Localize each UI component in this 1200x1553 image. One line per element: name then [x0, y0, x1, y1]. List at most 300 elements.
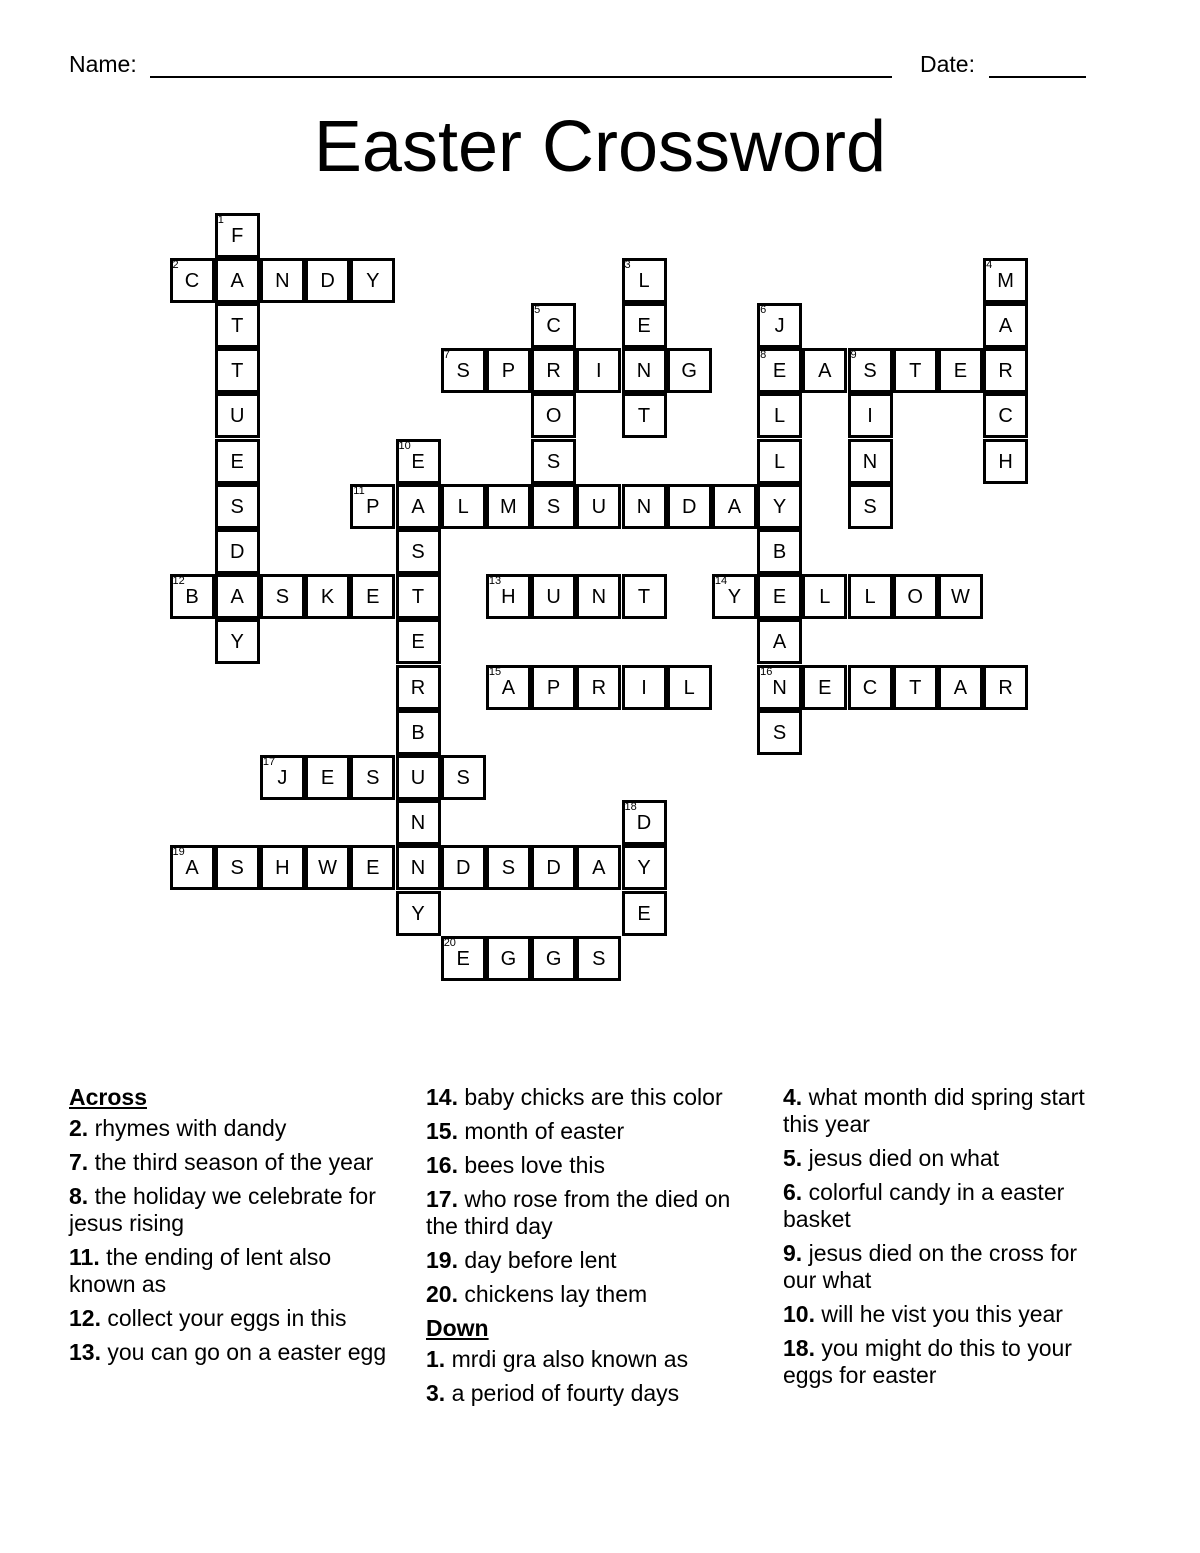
- cell-letter: J: [774, 314, 785, 337]
- clue-number: 2: [172, 258, 179, 271]
- cell-letter: R: [998, 360, 1013, 383]
- across-clue: [69, 1183, 399, 1237]
- cell-letter: S: [546, 495, 561, 518]
- clue-text: day before lent: [464, 1247, 617, 1273]
- cell-letter: N: [636, 360, 652, 383]
- across-clue: [426, 1118, 746, 1145]
- clue-num: 13.: [69, 1339, 101, 1365]
- crossword-cell[interactable]: [396, 619, 441, 664]
- cell-letter: R: [410, 676, 426, 699]
- cell-letter: Y: [366, 269, 380, 292]
- crossword-cell[interactable]: [396, 845, 441, 890]
- crossword-cell[interactable]: [215, 393, 260, 438]
- crossword-cell[interactable]: [848, 484, 893, 529]
- down-clue: [783, 1179, 1103, 1233]
- crossword-cell[interactable]: [667, 348, 712, 393]
- crossword-cell[interactable]: [396, 710, 441, 755]
- crossword-cell[interactable]: [667, 665, 712, 710]
- cell-letter: H: [275, 857, 290, 880]
- clue-text: colorful candy in a easter basket: [783, 1179, 1065, 1232]
- crossword-cell[interactable]: [486, 936, 531, 981]
- crossword-cell[interactable]: [757, 393, 802, 438]
- clue-num: 12.: [69, 1305, 101, 1331]
- across-clue: [69, 1115, 399, 1142]
- clue-text: the ending of lent also known as: [69, 1244, 332, 1297]
- cell-letter: O: [907, 586, 923, 609]
- cell-letter: A: [953, 676, 968, 699]
- crossword-cell[interactable]: [893, 665, 938, 710]
- clue-text: who rose from the died on the third day: [426, 1186, 731, 1239]
- clue-text: will he vist you this year: [821, 1301, 1063, 1327]
- crossword-cell[interactable]: [802, 348, 847, 393]
- cell-letter: S: [411, 540, 425, 563]
- crossword-cell[interactable]: [215, 213, 260, 258]
- clue-number: 11: [353, 484, 365, 497]
- crossword-cell[interactable]: [441, 845, 486, 890]
- crossword-cell[interactable]: [441, 348, 486, 393]
- cell-letter: A: [230, 269, 244, 292]
- clue-num: 19.: [426, 1247, 458, 1273]
- cell-letter: S: [275, 586, 290, 609]
- cell-letter: E: [772, 360, 787, 383]
- clue-number: 15: [488, 665, 502, 678]
- date-label: Date:: [920, 51, 975, 77]
- cell-letter: U: [229, 405, 245, 428]
- cell-letter: U: [546, 586, 561, 609]
- cell-letter: T: [909, 676, 922, 699]
- cell-letter: C: [862, 676, 878, 699]
- crossword-cell[interactable]: [215, 439, 260, 484]
- cell-letter: D: [320, 269, 335, 292]
- cell-letter: H: [501, 586, 516, 609]
- cell-letter: S: [501, 857, 516, 880]
- clue-text: month of easter: [464, 1118, 625, 1144]
- clue-text: collect your eggs in this: [107, 1305, 347, 1331]
- cell-letter: G: [500, 947, 517, 970]
- cell-letter: N: [410, 812, 426, 835]
- crossword-cell[interactable]: [396, 755, 441, 800]
- down-clue: [426, 1346, 746, 1373]
- crossword-cell[interactable]: [938, 665, 983, 710]
- crossword-cell[interactable]: [531, 303, 576, 348]
- cell-letter: E: [366, 586, 380, 609]
- cell-letter: D: [455, 857, 471, 880]
- cell-letter: B: [411, 721, 425, 744]
- page-title: Easter Crossword: [313, 107, 887, 187]
- crossword-cell[interactable]: [622, 303, 667, 348]
- crossword-cell[interactable]: [260, 574, 305, 619]
- clue-text: chickens lay them: [464, 1281, 648, 1307]
- cell-letter: A: [998, 314, 1013, 337]
- crossword-cell[interactable]: [622, 574, 667, 619]
- cell-letter: P: [501, 360, 516, 383]
- across-clue: [69, 1339, 399, 1366]
- cell-letter: A: [185, 857, 199, 880]
- crossword-cell[interactable]: [622, 393, 667, 438]
- crossword-cell[interactable]: [576, 845, 621, 890]
- clue-num: 20.: [426, 1281, 458, 1307]
- crossword-cell[interactable]: [486, 665, 531, 710]
- cell-letter: B: [772, 540, 787, 563]
- cell-letter: A: [501, 676, 516, 699]
- clue-text: mrdi gra also known as: [451, 1346, 689, 1372]
- cell-letter: U: [410, 766, 426, 789]
- cell-letter: L: [638, 269, 650, 292]
- crossword-cell[interactable]: [983, 439, 1028, 484]
- crossword-cell[interactable]: [576, 936, 621, 981]
- cell-letter: L: [774, 405, 786, 428]
- cell-letter: H: [998, 450, 1013, 473]
- cell-letter: E: [411, 631, 425, 654]
- crossword-cell[interactable]: [983, 303, 1028, 348]
- crossword-cell[interactable]: [893, 574, 938, 619]
- cell-letter: N: [275, 269, 290, 292]
- cell-letter: A: [772, 631, 787, 654]
- cell-letter: D: [681, 495, 697, 518]
- cell-letter: K: [320, 586, 335, 609]
- down-clue: [783, 1301, 1103, 1328]
- crossword-cell[interactable]: [531, 439, 576, 484]
- cell-letter: I: [641, 676, 647, 699]
- clue-number: 19: [172, 846, 185, 859]
- across-clue: [69, 1244, 399, 1298]
- crossword-cell[interactable]: [983, 665, 1028, 710]
- crossword-cell[interactable]: [215, 574, 260, 619]
- clue-column-3: [783, 1084, 1103, 1396]
- crossword-cell[interactable]: [215, 484, 260, 529]
- cell-letter: T: [637, 586, 651, 609]
- cell-letter: N: [636, 495, 652, 518]
- cell-letter: Y: [637, 857, 651, 880]
- crossword-cell[interactable]: [350, 845, 395, 890]
- clue-num: 16.: [426, 1152, 458, 1178]
- clue-num: 11.: [69, 1244, 100, 1270]
- cell-letter: T: [231, 360, 244, 383]
- cell-letter: U: [591, 495, 607, 518]
- crossword-cell[interactable]: [215, 303, 260, 348]
- clue-num: 1.: [426, 1346, 446, 1372]
- clue-text: bees love this: [464, 1152, 606, 1178]
- cell-letter: Y: [727, 586, 742, 609]
- cell-letter: S: [772, 721, 787, 744]
- cell-letter: N: [862, 450, 878, 473]
- cell-letter: L: [457, 495, 469, 518]
- crossword-cell[interactable]: [622, 484, 667, 529]
- across-clue: [426, 1186, 746, 1240]
- clue-num: 8.: [69, 1183, 89, 1209]
- cell-letter: E: [366, 857, 380, 880]
- cell-letter: A: [818, 360, 832, 383]
- crossword-cell[interactable]: [396, 529, 441, 574]
- clue-number: 9: [850, 349, 857, 362]
- crossword-cell[interactable]: [757, 484, 802, 529]
- crossword-cell[interactable]: [260, 845, 305, 890]
- cell-letter: O: [545, 405, 562, 428]
- crossword-cell[interactable]: [396, 439, 441, 484]
- cell-letter: M: [500, 495, 517, 518]
- crossword-cell[interactable]: [531, 574, 576, 619]
- cell-letter: E: [772, 586, 787, 609]
- cell-letter: W: [318, 857, 338, 880]
- cell-letter: M: [997, 269, 1014, 292]
- crossword-cell[interactable]: [215, 258, 260, 303]
- cell-letter: T: [909, 360, 922, 383]
- crossword-cell[interactable]: [848, 439, 893, 484]
- clue-number: 4: [986, 258, 993, 271]
- cell-letter: P: [366, 495, 380, 518]
- cell-letter: B: [185, 586, 199, 609]
- crossword-cell[interactable]: [486, 484, 531, 529]
- across-clue: [426, 1152, 746, 1179]
- crossword-cell[interactable]: [712, 574, 757, 619]
- cell-letter: D: [546, 857, 561, 880]
- clue-num: 5.: [783, 1145, 803, 1171]
- clue-num: 3.: [426, 1380, 446, 1406]
- crossword-cell[interactable]: [396, 574, 441, 619]
- cell-letter: N: [772, 676, 787, 699]
- crossword-cell[interactable]: [622, 348, 667, 393]
- clue-num: 2.: [69, 1115, 89, 1141]
- cell-letter: R: [546, 360, 561, 383]
- cell-letter: Y: [411, 902, 425, 925]
- clue-text: you might do this to your eggs for easter: [783, 1335, 1072, 1388]
- cell-letter: A: [411, 495, 425, 518]
- cell-letter: T: [231, 314, 244, 337]
- crossword-cell[interactable]: [757, 303, 802, 348]
- crossword-cell[interactable]: [260, 258, 305, 303]
- crossword-cell[interactable]: [893, 348, 938, 393]
- crossword-cell[interactable]: [576, 574, 621, 619]
- down-clue: [783, 1240, 1103, 1294]
- crossword-cell[interactable]: [757, 619, 802, 664]
- crossword-cell[interactable]: [531, 484, 576, 529]
- cell-letter: L: [683, 676, 695, 699]
- crossword-cell[interactable]: [305, 755, 350, 800]
- crossword-cell[interactable]: [848, 393, 893, 438]
- clue-number: 18: [624, 801, 637, 814]
- across-clue: [69, 1149, 399, 1176]
- clue-column-1: [69, 1084, 399, 1373]
- clue-text: a period of fourty days: [451, 1380, 680, 1406]
- crossword-cell[interactable]: [712, 484, 757, 529]
- crossword-cell[interactable]: [622, 800, 667, 845]
- cell-letter: L: [819, 586, 831, 609]
- crossword-cell[interactable]: [531, 936, 576, 981]
- crossword-cell[interactable]: [441, 936, 486, 981]
- crossword-cell[interactable]: [170, 258, 215, 303]
- cell-letter: S: [863, 360, 877, 383]
- crossword-cell[interactable]: [576, 484, 621, 529]
- cell-letter: S: [366, 766, 380, 789]
- crossword-cell[interactable]: [486, 574, 531, 619]
- crossword-cell[interactable]: [757, 439, 802, 484]
- clue-num: 15.: [426, 1118, 458, 1144]
- crossword-cell[interactable]: [396, 891, 441, 936]
- crossword-cell[interactable]: [938, 348, 983, 393]
- clue-text: the holiday we celebrate for jesus rising: [69, 1183, 376, 1236]
- cell-letter: I: [867, 405, 873, 428]
- down-clue: [783, 1145, 1103, 1172]
- crossword-cell[interactable]: [757, 529, 802, 574]
- cell-letter: D: [636, 812, 652, 835]
- crossword-cell[interactable]: [260, 755, 305, 800]
- clue-num: 9.: [783, 1240, 803, 1266]
- crossword-cell[interactable]: [576, 348, 621, 393]
- clue-num: 4.: [783, 1084, 803, 1110]
- crossword-cell[interactable]: [983, 393, 1028, 438]
- across-clue: [69, 1305, 399, 1332]
- crossword-cell[interactable]: [396, 665, 441, 710]
- crossword-cell[interactable]: [667, 484, 712, 529]
- crossword-cell[interactable]: [622, 891, 667, 936]
- cell-letter: A: [727, 495, 742, 518]
- crossword-cell[interactable]: [848, 665, 893, 710]
- cell-letter: E: [320, 766, 335, 789]
- clue-number: 16: [760, 665, 773, 678]
- cell-letter: E: [230, 450, 244, 473]
- crossword-cell[interactable]: [350, 484, 395, 529]
- cell-letter: G: [545, 947, 562, 970]
- name-label: Name:: [69, 51, 137, 77]
- cell-letter: L: [864, 586, 876, 609]
- crossword-cell[interactable]: [983, 258, 1028, 303]
- crossword-cell[interactable]: [531, 393, 576, 438]
- down-heading: Down: [426, 1315, 489, 1341]
- clue-number: 6: [760, 303, 767, 316]
- clue-text: rhymes with dandy: [94, 1115, 287, 1141]
- cell-letter: E: [411, 450, 425, 473]
- cell-letter: E: [456, 947, 470, 970]
- clue-number: 20: [443, 936, 456, 949]
- crossword-cell[interactable]: [350, 755, 395, 800]
- crossword-cell[interactable]: [802, 574, 847, 619]
- cell-letter: R: [998, 676, 1013, 699]
- crossword-cell[interactable]: [622, 665, 667, 710]
- clue-number: 14: [714, 575, 728, 588]
- down-clue: [426, 1380, 746, 1407]
- cell-letter: F: [231, 224, 244, 247]
- across-clue: [426, 1281, 746, 1308]
- cell-letter: S: [592, 947, 606, 970]
- crossword-cell[interactable]: [757, 665, 802, 710]
- crossword-cell[interactable]: [215, 845, 260, 890]
- clue-number: 12: [172, 575, 185, 588]
- cell-letter: C: [998, 405, 1013, 428]
- cell-letter: Y: [230, 631, 244, 654]
- clue-text: what month did spring start this year: [783, 1084, 1085, 1137]
- crossword-cell[interactable]: [848, 574, 893, 619]
- crossword-cell[interactable]: [170, 845, 215, 890]
- cell-letter: N: [591, 586, 607, 609]
- clue-number: 17: [262, 755, 276, 768]
- crossword-cell[interactable]: [848, 348, 893, 393]
- clue-text: you can go on a easter egg: [107, 1339, 387, 1365]
- clue-num: 10.: [783, 1301, 815, 1327]
- clue-number: 1: [217, 213, 224, 226]
- cell-letter: I: [596, 360, 602, 383]
- crossword-cell[interactable]: [622, 845, 667, 890]
- clue-number: 10: [398, 439, 411, 452]
- crossword-cell[interactable]: [350, 574, 395, 619]
- crossword-cell[interactable]: [757, 574, 802, 619]
- crossword-cell[interactable]: [531, 665, 576, 710]
- crossword-cell[interactable]: [622, 258, 667, 303]
- cell-letter: Y: [772, 495, 787, 518]
- crossword-cell[interactable]: [215, 529, 260, 574]
- clue-number: 8: [760, 349, 767, 362]
- crossword-cell[interactable]: [486, 348, 531, 393]
- crossword-cell[interactable]: [576, 665, 621, 710]
- cell-letter: E: [637, 902, 651, 925]
- cell-letter: W: [950, 586, 970, 609]
- cell-letter: E: [818, 676, 832, 699]
- cell-letter: L: [774, 450, 786, 473]
- crossword-cell[interactable]: [396, 800, 441, 845]
- clue-number: 7: [443, 349, 450, 362]
- crossword-cell[interactable]: [938, 574, 983, 619]
- crossword-cell[interactable]: [486, 845, 531, 890]
- crossword-cell[interactable]: [802, 665, 847, 710]
- crossword-cell[interactable]: [441, 755, 486, 800]
- clue-num: 14.: [426, 1084, 458, 1110]
- clue-num: 6.: [783, 1179, 803, 1205]
- cell-letter: C: [546, 314, 561, 337]
- crossword-cell[interactable]: [757, 710, 802, 755]
- cell-letter: S: [456, 360, 470, 383]
- clue-num: 18.: [783, 1335, 815, 1361]
- crossword-cell[interactable]: [305, 845, 350, 890]
- clue-number: 3: [624, 258, 631, 271]
- clue-num: 7.: [69, 1149, 89, 1175]
- crossword-cell[interactable]: [170, 574, 215, 619]
- across-clue: [426, 1084, 746, 1111]
- crossword-cell[interactable]: [396, 484, 441, 529]
- crossword-cell[interactable]: [531, 845, 576, 890]
- cell-letter: C: [184, 269, 200, 292]
- cell-letter: S: [546, 450, 561, 473]
- crossword-cell[interactable]: [215, 619, 260, 664]
- cell-letter: A: [230, 586, 244, 609]
- cell-letter: E: [637, 314, 651, 337]
- cell-letter: G: [681, 360, 697, 383]
- cell-letter: A: [592, 857, 606, 880]
- cell-letter: T: [411, 586, 425, 609]
- crossword-cell[interactable]: [531, 348, 576, 393]
- crossword-cell[interactable]: [350, 258, 395, 303]
- cell-letter: S: [863, 495, 877, 518]
- cell-letter: S: [230, 857, 244, 880]
- crossword-cell[interactable]: [757, 348, 802, 393]
- across-heading: Across: [69, 1084, 147, 1110]
- cell-letter: R: [591, 676, 607, 699]
- cell-letter: P: [546, 676, 561, 699]
- clue-number: 5: [534, 303, 541, 316]
- cell-letter: S: [456, 766, 470, 789]
- crossword-cell[interactable]: [983, 348, 1028, 393]
- clue-text: jesus died on what: [808, 1145, 1000, 1171]
- crossword-cell[interactable]: [305, 574, 350, 619]
- clue-text: baby chicks are this color: [464, 1084, 723, 1110]
- across-clue: [426, 1247, 746, 1274]
- crossword-cell[interactable]: [441, 484, 486, 529]
- crossword-cell[interactable]: [215, 348, 260, 393]
- cell-letter: S: [230, 495, 244, 518]
- clue-num: 17.: [426, 1186, 458, 1212]
- cell-letter: J: [277, 766, 288, 789]
- cell-letter: E: [953, 360, 968, 383]
- crossword-cell[interactable]: [305, 258, 350, 303]
- cell-letter: D: [229, 540, 245, 563]
